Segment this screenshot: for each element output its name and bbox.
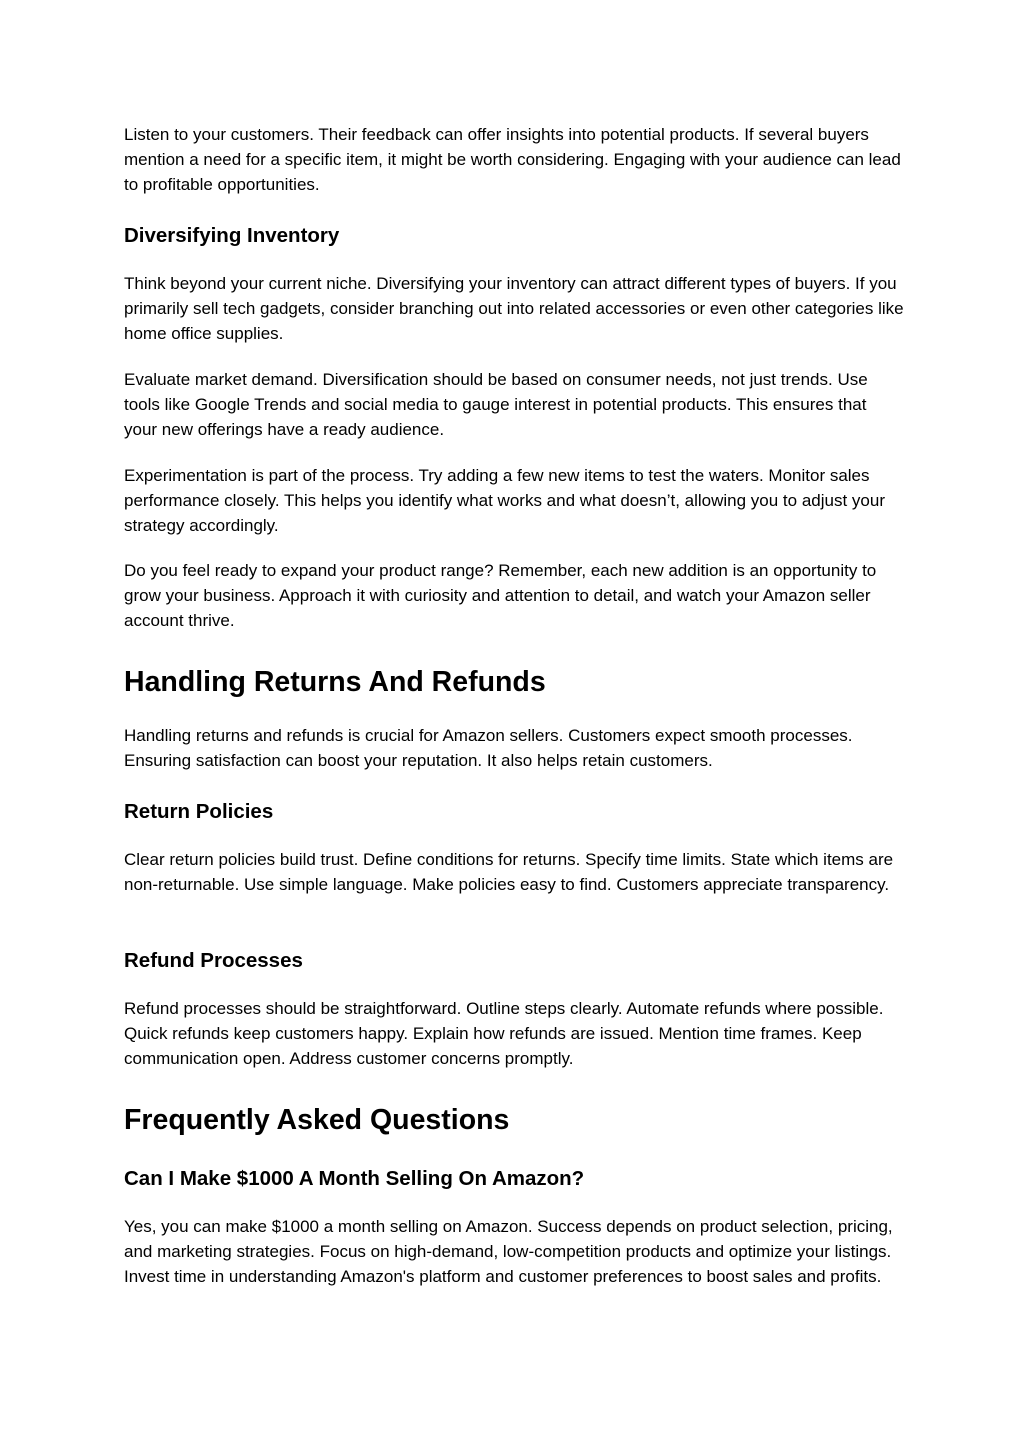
paragraph-expand-range: Do you feel ready to expand your product range? Remember, each new addition is an opportunity to grow your business. Approach it with curiosity and attention to detail, and watch your Amazon seller account thrive. <box>124 561 877 630</box>
paragraph-customer-feedback: Listen to your customers. Their feedback can offer insights into potential products. If several buyers mention a need for a specific item, it might be worth considering. Engaging with your audience can lead to profitable opportunities. <box>124 125 901 194</box>
heading-faq-question-1: Can I Make $1000 A Month Selling On Amazon? <box>124 1167 585 1190</box>
heading-faq: Frequently Asked Questions <box>124 1104 510 1136</box>
heading-handling-returns: Handling Returns And Refunds <box>124 666 546 698</box>
paragraph-beyond-niche: Think beyond your current niche. Diversifying your inventory can attract different types of buyers. If you primarily sell tech gadgets, consider branching out into related accessories or even other categories like home office supplies. <box>124 274 904 343</box>
paragraph-returns-intro: Handling returns and refunds is crucial for Amazon sellers. Customers expect smooth processes. Ensuring satisfaction can boost your reputation. It also helps retain customers. <box>124 726 853 770</box>
heading-refund-processes: Refund Processes <box>124 949 303 972</box>
paragraph-market-demand: Evaluate market demand. Diversification should be based on consumer needs, not just trends. Use tools like Google Trends and social media to gauge interest in potential products. This ensures that your new offerings have a ready audience. <box>124 370 868 439</box>
paragraph-refund-processes: Refund processes should be straightforward. Outline steps clearly. Automate refunds where possible. Quick refunds keep customers happy. Explain how refunds are issued. Mention time frames. Keep communication open. Address customer concerns promptly. <box>124 999 884 1068</box>
heading-diversifying-inventory: Diversifying Inventory <box>124 224 340 247</box>
paragraph-return-policies: Clear return policies build trust. Define conditions for returns. Specify time limits. State which items are non-returnable. Use simple language. Make policies easy to find. Customers appreciate transparency. <box>124 850 894 894</box>
heading-return-policies: Return Policies <box>124 800 274 823</box>
paragraph-faq-answer-1: Yes, you can make $1000 a month selling on Amazon. Success depends on product selection, pricing, and marketing strategies. Focus on high-demand, low-competition products and optimize your listings. Invest time in understanding Amazon's platform and customer preferences to boost sales and profits. <box>124 1217 893 1286</box>
paragraph-experimentation: Experimentation is part of the process. Try adding a few new items to test the waters. Monitor sales performance closely. This helps you identify what works and what doesn’t, allowing you to adjust your strategy accordingly. <box>124 466 885 535</box>
